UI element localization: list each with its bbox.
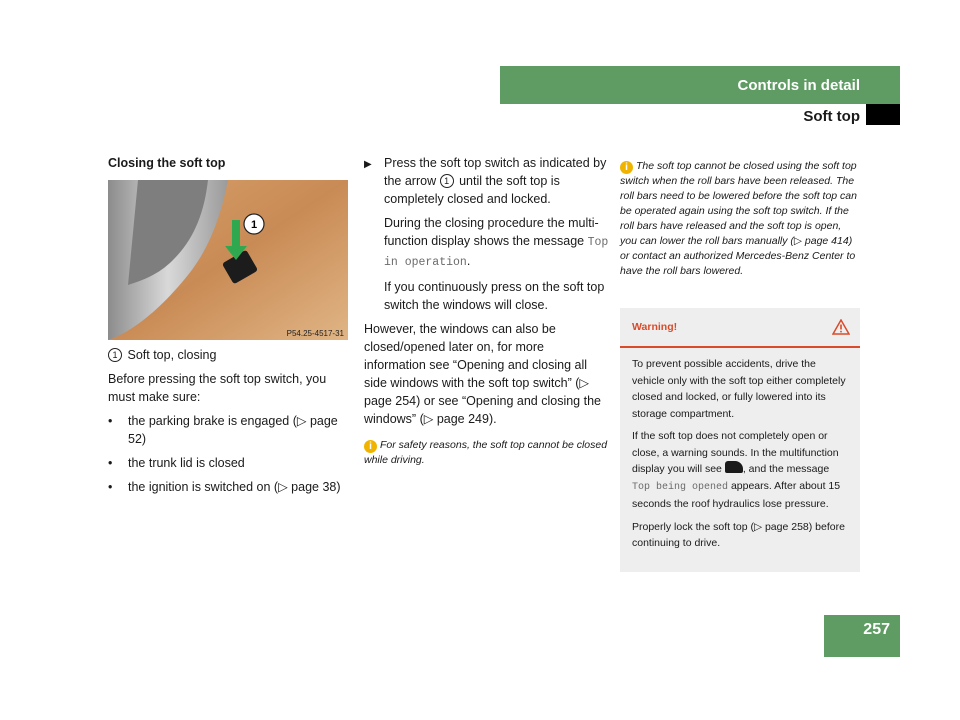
instruction-step	[364, 154, 609, 208]
closing-procedure-paragraph: During the closing procedure the multi-function display shows the message Top in operation.	[384, 216, 609, 269]
step-text	[384, 154, 609, 208]
note-text: The soft top cannot be closed using the soft top switch when the roll bars have been released. The roll bars need to be lowered before the soft top can be operated again using the soft top switch. If the roll bars have released and the soft top is open, you can lower the roll bars manually (▷ page 414) or contact an authorized Mercedes-Benz Center to have the roll bars lowered.	[620, 160, 857, 277]
windows-paragraph: However, the windows can also be closed/opened later on, for more information see “Opening and closing all side windows with the soft top switch” (▷ page 254) or see “Opening and closing the windows” (▷ page 249).	[364, 322, 601, 426]
subsection-title: Soft top	[803, 108, 860, 125]
list-item	[108, 478, 353, 496]
column-right	[620, 159, 860, 285]
step-text-b: until the soft top is completely closed and locked.	[384, 174, 560, 206]
soft-top-switch-photo	[108, 180, 348, 340]
info-icon: i	[620, 161, 633, 174]
figure-callout: 1	[250, 219, 258, 231]
bullet-dot: •	[108, 480, 113, 494]
roll-bar-note	[620, 159, 860, 279]
warning-title: Warning!	[632, 320, 678, 333]
info-icon: i	[364, 440, 377, 453]
list-item-text: the trunk lid is closed	[128, 456, 245, 470]
intro-paragraph: Before pressing the soft top switch, you must make sure:	[108, 372, 327, 404]
paragraph-text: During the closing procedure the multi-function display shows the message	[384, 216, 599, 248]
continuous-press-paragraph: If you continuously press on the soft top switch the windows will close.	[384, 280, 605, 312]
section-header	[500, 66, 900, 104]
section-tab	[866, 104, 900, 125]
convertible-symbol-icon	[725, 461, 743, 473]
caption-text: Soft top, closing	[127, 348, 217, 362]
warning-body	[620, 348, 860, 552]
warning-paragraph	[632, 428, 848, 513]
page-number: 257	[824, 615, 900, 657]
warning-header	[620, 308, 860, 348]
column-left	[108, 154, 353, 502]
list-item	[108, 412, 353, 448]
callout-number: 1	[108, 348, 122, 362]
callout-number: 1	[440, 174, 454, 188]
list-item	[108, 454, 353, 472]
warning-text: If the soft top does not completely open or close, a warning sounds. In the multifunction display you will see	[632, 430, 839, 475]
step-arrow-icon: ▶	[364, 159, 372, 170]
column-middle	[364, 154, 609, 474]
warning-paragraph: To prevent possible accidents, drive the vehicle only with the soft top either completely closed and locked, or fully lowered into its storage compartment.	[632, 358, 846, 420]
warning-triangle-icon	[832, 319, 850, 335]
list-item-text: the ignition is switched on (▷ page 38)	[128, 480, 341, 494]
section-title: Controls in detail	[737, 76, 860, 94]
note-text: For safety reasons, the soft top cannot be closed while driving.	[364, 439, 608, 466]
bullet-dot: •	[108, 414, 113, 428]
warning-text: , and the message	[742, 463, 830, 475]
figure-caption	[108, 346, 353, 364]
display-message: Top in operation	[384, 236, 609, 269]
section-heading: Closing the soft top	[108, 156, 226, 170]
safety-note	[364, 438, 609, 468]
warning-paragraph: Properly lock the soft top (▷ page 258) before continuing to drive.	[632, 520, 845, 549]
warning-text: appears. After about 15 seconds the roof hydraulics lose pressure.	[632, 479, 841, 510]
list-item-text: the parking brake is engaged (▷ page 52)	[128, 414, 338, 446]
bullet-dot: •	[108, 456, 113, 470]
step-text-a: Press the soft top switch as indicated by the arrow	[384, 156, 607, 188]
warning-box	[620, 308, 860, 572]
display-message: Top being opened	[632, 481, 729, 493]
figure-code: P54.25-4517-31	[286, 329, 344, 338]
